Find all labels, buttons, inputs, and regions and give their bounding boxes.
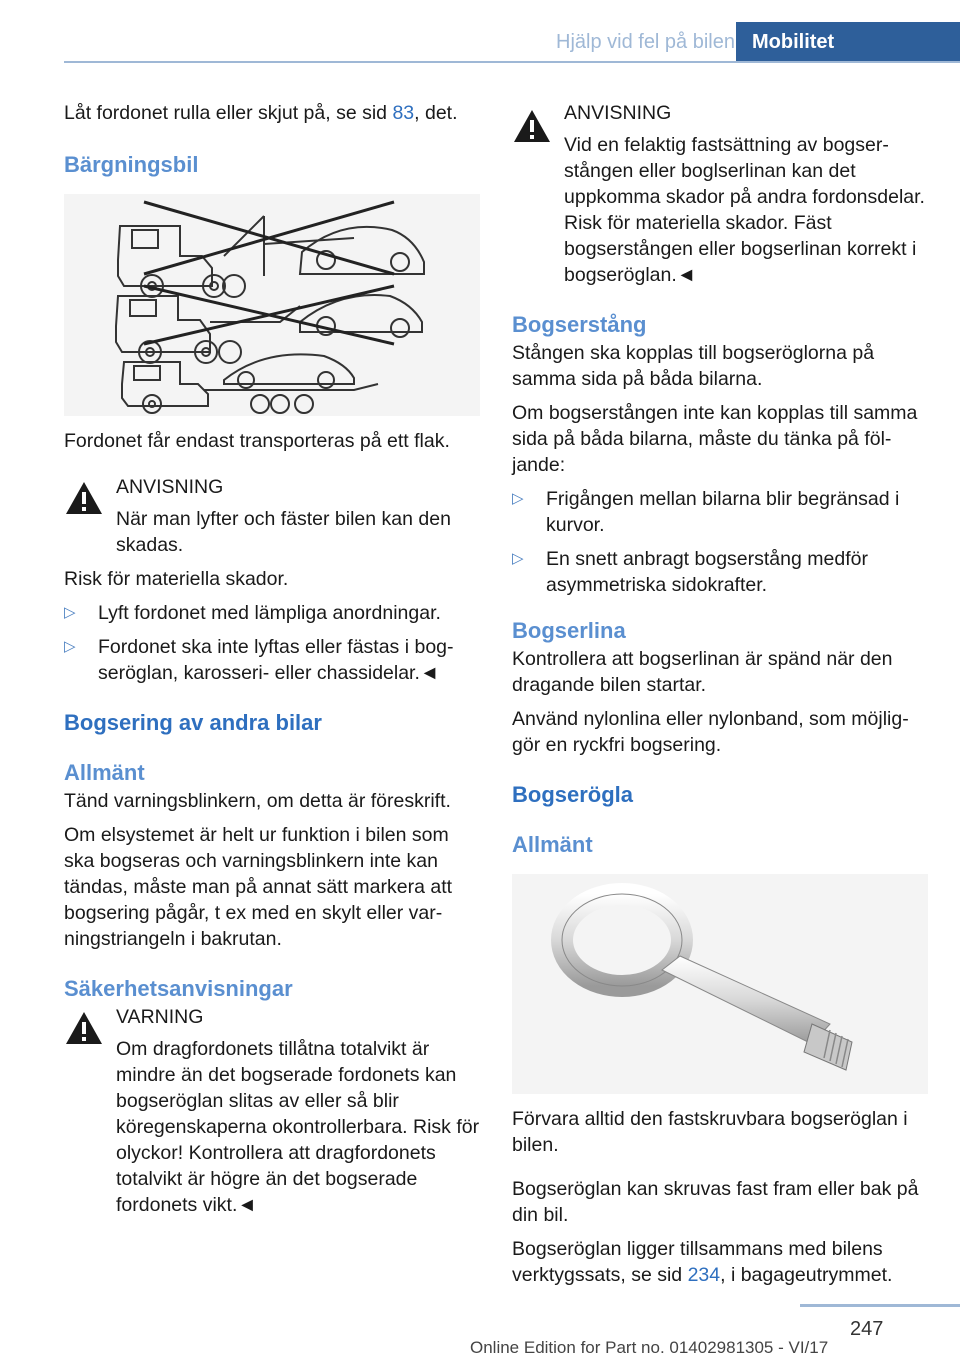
paragraph: Bogseröglan kan skruvas fast fram eller bak på din bil.: [512, 1178, 919, 1226]
heading-bogserstang: Bogserstång: [512, 312, 647, 337]
list-item: ▷ Lyft fordonet med lämpliga anordningar.: [64, 602, 441, 624]
warning-triangle-icon: [64, 480, 104, 516]
page-number: 247: [850, 1318, 884, 1340]
header-section-title: Hjälp vid fel på bilen: [556, 31, 735, 53]
paragraph: Tänd varningsblinkern, om detta är föreskrift.: [64, 790, 451, 812]
notice-title: VARNING: [116, 1006, 204, 1028]
triangle-bullet-icon: ▷: [64, 638, 76, 655]
heading-bargningsbil: Bärgningsbil: [64, 152, 199, 177]
warning-notice-2: [64, 1004, 482, 1218]
notice-text: Om dragfordonets tillåtna totalvikt är mindre än det bogserade fordonets kan bogseröglan slitas av eller så blir köregenskaperna okontrollerbara. Risk för olyckor! Kontrollera att dragfordonets totalvikt är högre än det bogserade fordonets vikt.◄: [116, 1038, 480, 1216]
paragraph: Kontrollera att bogserlinan är spänd när den dragande bilen startar.: [512, 648, 893, 696]
warning-triangle-icon: [64, 1010, 104, 1046]
heading-bogserogla: Bogserögla: [512, 782, 634, 807]
risk-text: Risk för materiella skador.: [64, 568, 289, 590]
page-link-234[interactable]: 234: [687, 1264, 721, 1286]
warning-notice-3: [512, 100, 930, 288]
intro-paragraph: Låt fordonet rulla eller skjut på, se sid 83, det.: [64, 102, 458, 124]
list-item: ▷ En snett anbragt bogserstång medför asymmetriska sidokrafter.: [512, 548, 868, 596]
notice-text: När man lyfter och fäster bilen kan den skadas.: [116, 508, 451, 556]
header-chapter-tab: Mobilitet: [736, 22, 960, 62]
notice-title: ANVISNING: [116, 476, 224, 498]
list-item: ▷ Fordonet ska inte lyftas eller fästas i bogseröglan, karosseri- eller chassidelar.◄: [64, 636, 454, 684]
right-column: [512, 100, 930, 1288]
notice-title: ANVISNING: [564, 102, 672, 124]
instruction-list: [64, 600, 482, 686]
triangle-bullet-icon: ▷: [512, 490, 524, 507]
triangle-bullet-icon: ▷: [64, 604, 76, 621]
figure-caption: Förvara alltid den fastskruvbara bogseröglan i bilen.: [512, 1108, 908, 1156]
notice-text: Vid en felaktig fastsättning av bogserstången eller boglserlinan kan det uppkomma skador på andra fordonsdelar. Risk för materiella skador. Fäst bogserstången eller bogserlinan korrekt i bogseröglan.◄: [564, 134, 925, 286]
paragraph: Använd nylonlina eller nylonband, som möjliggör en ryckfri bogsering.: [512, 708, 909, 756]
warning-triangle-icon: [512, 108, 552, 144]
paragraph: Om elsystemet är helt ur funktion i bilen som ska bogseras och varningsblinkern inte kan tändas, måste man på annat sätt markera att bogsering pågår, t ex med en skylt eller varningstriangeln i bakrutan.: [64, 824, 453, 950]
tow-truck-drawing: [64, 194, 480, 416]
heading-bogserlina: Bogserlina: [512, 618, 626, 643]
figure-caption: Fordonet får endast transporteras på ett flak.: [64, 430, 450, 452]
footer-rule: [800, 1304, 960, 1307]
paragraph: Bogseröglan ligger tillsammans med bilens verktygssats, se sid 234, i bagageutrymmet.: [512, 1238, 893, 1286]
towing-eye-drawing: [512, 874, 928, 1094]
page-link-83[interactable]: 83: [392, 102, 415, 124]
heading-sakerhet: Säkerhetsanvisningar: [64, 976, 293, 1001]
paragraph: Stången ska kopplas till bogseröglorna på samma sida på båda bilarna.: [512, 342, 875, 390]
triangle-bullet-icon: ▷: [512, 550, 524, 567]
tow-truck-illustration: [64, 194, 480, 416]
list-item: ▷ Frigången mellan bilarna blir begränsad i kurvor.: [512, 488, 900, 536]
left-column: [64, 100, 482, 1218]
consideration-list: [512, 486, 930, 598]
towing-eye-illustration: [512, 874, 928, 1094]
edition-footer: Online Edition for Part no. 01402981305 - VI/17: [470, 1338, 829, 1357]
paragraph: Om bogserstången inte kan kopplas till samma sida på båda bilarna, måste du tänka på följande:: [512, 402, 918, 476]
heading-bogsering: Bogsering av andra bilar: [64, 710, 322, 735]
heading-allmant: Allmänt: [64, 760, 145, 785]
heading-allmant-2: Allmänt: [512, 832, 593, 857]
header-rule: [64, 61, 960, 63]
warning-notice-1: [64, 474, 482, 558]
